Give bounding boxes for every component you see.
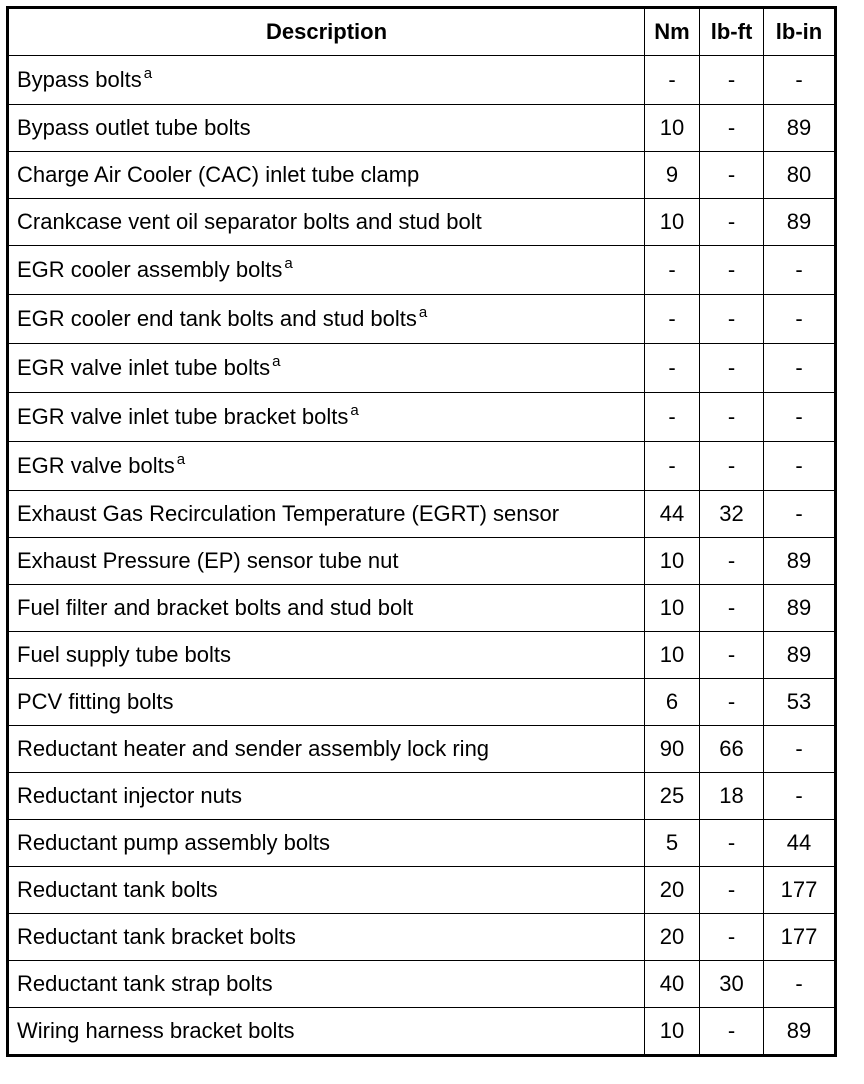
lbft-cell: - [700, 1008, 764, 1056]
table-row [8, 726, 836, 773]
lbft-cell: - [700, 246, 764, 295]
lbft-cell: 30 [700, 961, 764, 1008]
table-row [8, 442, 836, 491]
nm-cell: 40 [645, 961, 700, 1008]
lbft-cell: - [700, 867, 764, 914]
description-text: Exhaust Pressure (EP) sensor tube nut [17, 548, 399, 573]
lbft-cell: - [700, 56, 764, 105]
lbin-cell: 89 [764, 199, 836, 246]
torque-specifications-table-container [6, 6, 837, 1057]
description-cell [8, 393, 645, 442]
description-cell [8, 914, 645, 961]
description-cell [8, 538, 645, 585]
table-row [8, 295, 836, 344]
lbin-cell: - [764, 491, 836, 538]
description-cell [8, 442, 645, 491]
nm-cell: 9 [645, 152, 700, 199]
table-row [8, 344, 836, 393]
table-row [8, 1008, 836, 1056]
table-row [8, 961, 836, 1008]
table-row [8, 632, 836, 679]
lbin-cell: 89 [764, 538, 836, 585]
description-text: Bypass bolts [17, 67, 142, 92]
table-row [8, 679, 836, 726]
header-row [8, 8, 836, 56]
description-text: EGR valve inlet tube bracket bolts [17, 404, 349, 429]
lbft-cell: - [700, 914, 764, 961]
lbin-cell: - [764, 726, 836, 773]
table-row [8, 393, 836, 442]
nm-cell: - [645, 246, 700, 295]
lbin-cell: - [764, 56, 836, 105]
footnote-marker: a [143, 65, 153, 82]
description-text: Reductant tank bolts [17, 877, 218, 902]
table-row [8, 199, 836, 246]
description-text: Fuel filter and bracket bolts and stud bolt [17, 595, 414, 620]
description-cell [8, 773, 645, 820]
description-cell [8, 632, 645, 679]
lbin-cell: 89 [764, 105, 836, 152]
description-cell [8, 726, 645, 773]
description-text: Reductant tank strap bolts [17, 971, 273, 996]
description-text: Exhaust Gas Recirculation Temperature (EGRT) sensor [17, 501, 560, 526]
description-cell [8, 961, 645, 1008]
description-column-header: Description [8, 8, 645, 56]
nm-cell: 10 [645, 632, 700, 679]
lbft-cell: - [700, 295, 764, 344]
description-cell [8, 295, 645, 344]
lbin-cell: - [764, 295, 836, 344]
nm-cell: - [645, 442, 700, 491]
description-cell [8, 152, 645, 199]
footnote-marker: a [284, 255, 293, 272]
table-row [8, 246, 836, 295]
lbft-cell: - [700, 199, 764, 246]
lbin-cell: - [764, 393, 836, 442]
description-text: EGR valve bolts [17, 453, 175, 478]
lbin-cell: 89 [764, 632, 836, 679]
lbft-cell: 66 [700, 726, 764, 773]
lbin-cell: 44 [764, 820, 836, 867]
nm-cell: - [645, 393, 700, 442]
description-cell [8, 867, 645, 914]
nm-cell: - [645, 295, 700, 344]
description-cell [8, 344, 645, 393]
lbft-cell: - [700, 344, 764, 393]
nm-cell: 10 [645, 538, 700, 585]
description-text: Reductant pump assembly bolts [17, 830, 331, 855]
footnote-marker: a [176, 451, 186, 468]
nm-cell: 44 [645, 491, 700, 538]
description-cell [8, 56, 645, 105]
table-row [8, 820, 836, 867]
description-text: EGR cooler assembly bolts [17, 257, 283, 282]
lbft-cell: - [700, 585, 764, 632]
lbin-column-header: lb-in [764, 8, 836, 56]
description-text: Bypass outlet tube bolts [17, 115, 251, 140]
table-row [8, 105, 836, 152]
description-text: Reductant injector nuts [17, 783, 243, 808]
lbin-cell: - [764, 344, 836, 393]
lbft-cell: - [700, 679, 764, 726]
lbft-cell: - [700, 152, 764, 199]
footnote-marker: a [350, 402, 359, 419]
nm-cell: 10 [645, 105, 700, 152]
lbft-cell: - [700, 820, 764, 867]
nm-cell: 10 [645, 585, 700, 632]
lbin-cell: - [764, 442, 836, 491]
description-cell [8, 1008, 645, 1056]
table-row [8, 152, 836, 199]
description-text: Charge Air Cooler (CAC) inlet tube clamp [17, 162, 420, 187]
description-cell [8, 199, 645, 246]
footnote-marker: a [418, 304, 428, 321]
table-row [8, 56, 836, 105]
lbin-cell: 177 [764, 914, 836, 961]
lbft-cell: - [700, 632, 764, 679]
lbft-cell: 32 [700, 491, 764, 538]
description-text: PCV fitting bolts [17, 689, 174, 714]
description-cell [8, 585, 645, 632]
lbin-cell: 177 [764, 867, 836, 914]
nm-cell: 20 [645, 914, 700, 961]
description-text: Reductant heater and sender assembly lock ring [17, 736, 490, 761]
lbft-cell: 18 [700, 773, 764, 820]
table-row [8, 585, 836, 632]
lbin-cell: 89 [764, 585, 836, 632]
description-text: Fuel supply tube bolts [17, 642, 232, 667]
description-cell [8, 820, 645, 867]
lbin-cell: 53 [764, 679, 836, 726]
lbin-cell: 80 [764, 152, 836, 199]
torque-specifications-table [6, 6, 837, 1057]
lbin-cell: - [764, 246, 836, 295]
nm-cell: 25 [645, 773, 700, 820]
nm-cell: 10 [645, 1008, 700, 1056]
nm-cell: 6 [645, 679, 700, 726]
nm-cell: 5 [645, 820, 700, 867]
lbft-cell: - [700, 105, 764, 152]
lbft-cell: - [700, 393, 764, 442]
table-row [8, 538, 836, 585]
table-row [8, 867, 836, 914]
table-row [8, 914, 836, 961]
description-cell [8, 679, 645, 726]
description-cell [8, 105, 645, 152]
description-text: Reductant tank bracket bolts [17, 924, 296, 949]
nm-cell: - [645, 56, 700, 105]
lbft-column-header: lb-ft [700, 8, 764, 56]
table-row [8, 491, 836, 538]
lbft-cell: - [700, 538, 764, 585]
nm-cell: - [645, 344, 700, 393]
table-row [8, 773, 836, 820]
description-text: EGR valve inlet tube bolts [17, 355, 271, 380]
description-text: Crankcase vent oil separator bolts and stud bolt [17, 209, 482, 234]
description-cell [8, 491, 645, 538]
lbin-cell: 89 [764, 1008, 836, 1056]
lbin-cell: - [764, 773, 836, 820]
description-cell [8, 246, 645, 295]
nm-column-header: Nm [645, 8, 700, 56]
lbft-cell: - [700, 442, 764, 491]
lbin-cell: - [764, 961, 836, 1008]
description-text: Wiring harness bracket bolts [17, 1018, 295, 1043]
nm-cell: 10 [645, 199, 700, 246]
nm-cell: 20 [645, 867, 700, 914]
description-text: EGR cooler end tank bolts and stud bolts [17, 306, 417, 331]
nm-cell: 90 [645, 726, 700, 773]
footnote-marker: a [272, 353, 281, 370]
